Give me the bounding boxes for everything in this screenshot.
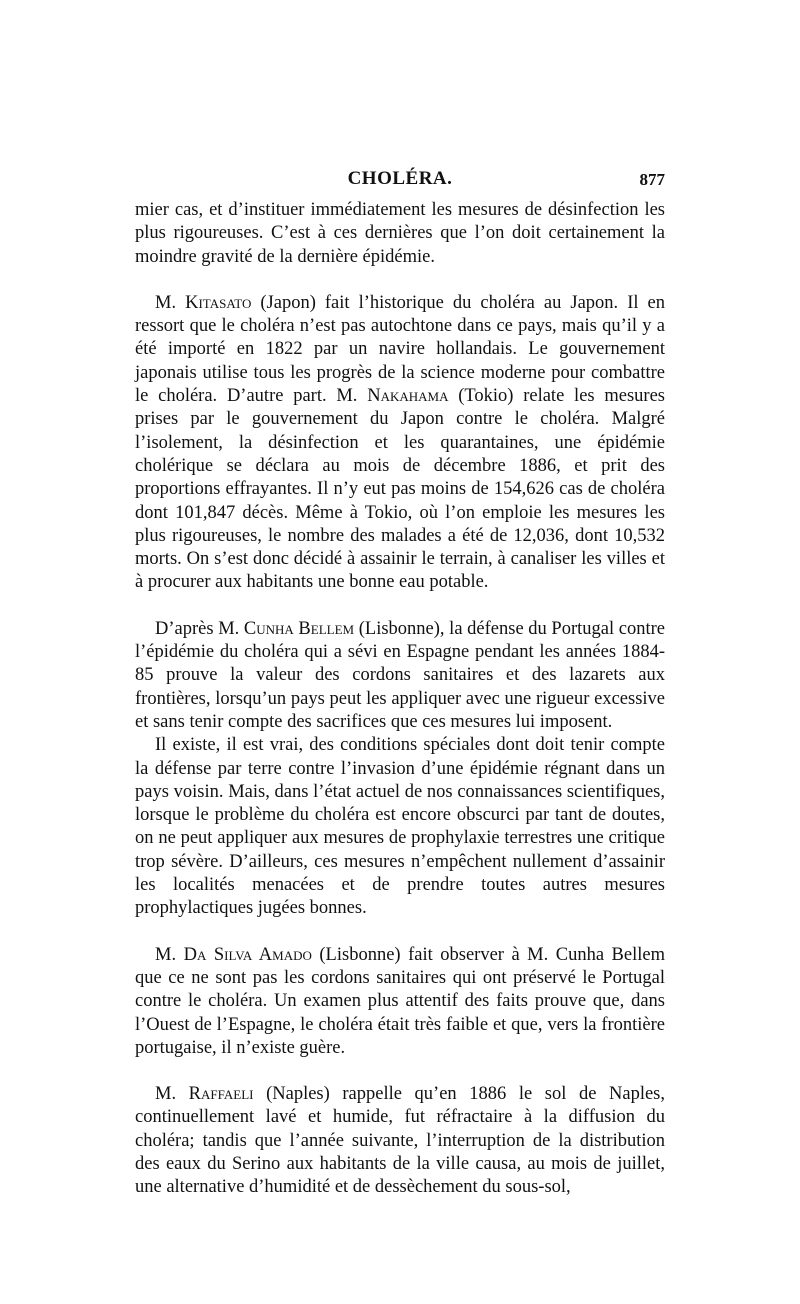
- text-run: D’après M.: [155, 618, 244, 639]
- paragraph: [135, 1083, 665, 1199]
- text-run: (Naples) rappelle qu’en 1886 le sol de Naples, continuellement lavé et humide, fut réfractaire à la diffusion du choléra; tandis que l’année suivante, l’interruption de la distribution des eaux du Serino aux habitants de la ville causa, au mois de juillet, une alternative d’humidité et de dessèchement du sous-sol,: [135, 1084, 665, 1198]
- paragraph: [135, 199, 665, 269]
- text-run: (Tokio) relate les mesures prises par le gouvernement du Japon contre le choléra. Malgré l’isolement, la désinfection et les quarantaines, une épidémie cholérique se déclara au mois de décembre 1886, et prit des proportions effrayantes. Il n’y eut pas moins de 154,626 cas de choléra dont 101,847 décès. Même à Tokio, où l’on emploie les mesures les plus rigoureuses, le nombre des malades a été de 12,036, dont 10,532 morts. On s’est donc décidé à assainir le terrain, à canaliser les villes et à procurer aux habitants une bonne eau potable.: [135, 386, 665, 593]
- author-name: Da Silva Amado: [183, 944, 312, 965]
- text-run: (Lisbonne) fait observer à M. Cunha Bellem que ce ne sont pas les cordons sanitaires qui ont préservé le Portugal contre le choléra. Un examen plus attentif des faits prouve que, dans l’Ouest de l’Espagne, le choléra était très faible et que, vers la frontière portugaise, il n’existe guère.: [135, 944, 665, 1058]
- text-run: M.: [155, 1084, 189, 1105]
- text-run: M.: [155, 944, 184, 965]
- author-name: Nakahama: [367, 386, 449, 407]
- author-name: Cunha Bellem: [243, 618, 355, 639]
- author-name: Raffaeli: [188, 1084, 254, 1105]
- page-number: 877: [639, 170, 665, 189]
- text-run: M.: [155, 292, 186, 313]
- author-name: Kitasato: [185, 292, 252, 313]
- paragraph: [135, 618, 665, 734]
- paragraph: [135, 734, 665, 920]
- paragraph: [135, 944, 665, 1060]
- text-run: (Japon) fait l’historique du choléra au Japon. Il en ressort que le choléra n’est pas autochtone dans ce pays, mais qu’il y a été importé en 1822 par un navire hollandais. Le gouvernement japonais utilise tous les progrès de la science moderne pour combattre le choléra. D’autre part. M.: [135, 292, 665, 407]
- text-run: mier cas, et d’instituer immédiatement les mesures de désinfection les plus rigoureuses. C’est à ces dernières que l’on doit certainement la moindre gravité de la dernière épidémie.: [135, 200, 665, 267]
- text-run: (Lisbonne), la défense du Portugal contre l’épidémie du choléra qui a sévi en Espagne pendant les années 1884-85 prouve la valeur des cordons sanitaires et des lazarets aux frontières, lorsqu’un pays peut les appliquer avec une rigueur excessive et sans tenir compte des sacrifices que ces mesures lui imposent.: [135, 618, 665, 732]
- paragraph: [135, 292, 665, 595]
- text-run: Il existe, il est vrai, des conditions spéciales dont doit tenir compte la défense par terre contre l’invasion d’une épidémie régnant dans un pays voisin. Mais, dans l’état actuel de nos connaissances scientifiques, lorsque le problème du choléra est encore obscurci par tant de doutes, on ne peut appliquer aux mesures de prophylaxie terrestres une critique trop sévère. D’ailleurs, ces mesures n’empêchent nullement d’assainir les localités menacées et de prendre toutes autres mesures prophylactiques jugées bonnes.: [135, 735, 665, 919]
- running-header: [135, 168, 665, 192]
- page-body: [135, 199, 665, 1200]
- page-title: CHOLÉRA.: [347, 168, 453, 189]
